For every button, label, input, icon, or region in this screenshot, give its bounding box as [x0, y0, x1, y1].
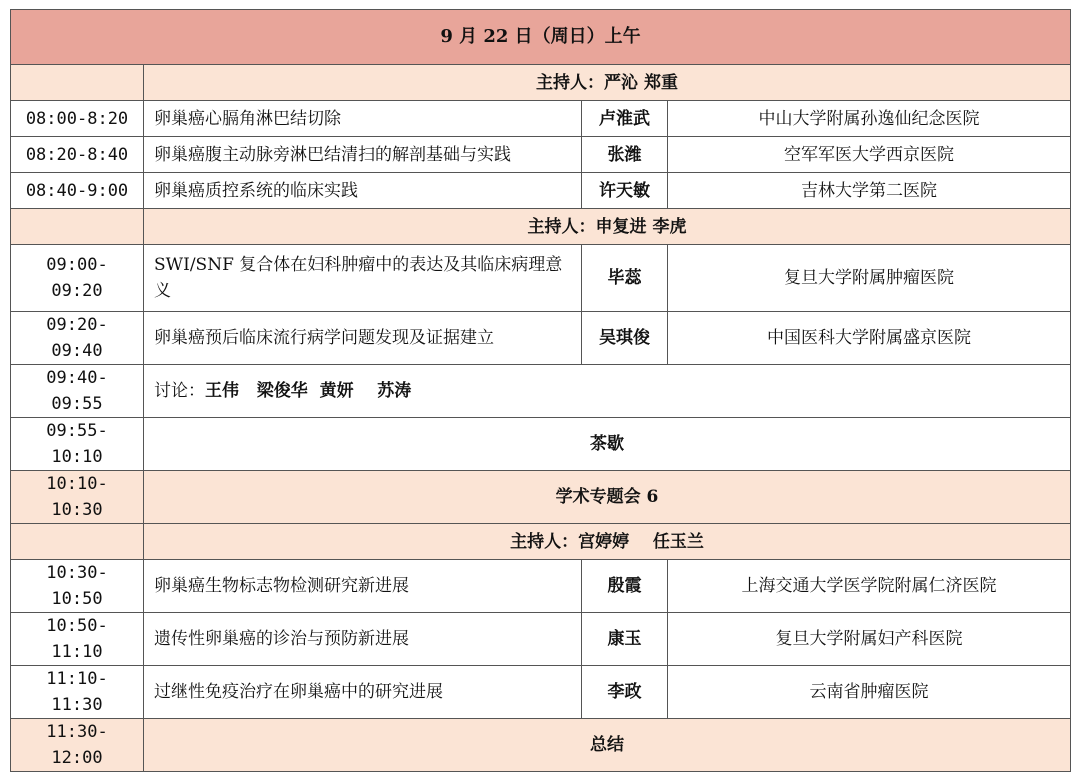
time-cell: 08:20-8:40 [11, 137, 144, 173]
break-row [11, 418, 1071, 471]
summary-row [11, 719, 1071, 772]
speaker-cell: 毕蕊 [582, 245, 668, 312]
topic-cell: 卵巢癌质控系统的临床实践 [144, 173, 582, 209]
institution-cell: 空军军医大学西京医院 [668, 137, 1071, 173]
table-row [11, 173, 1071, 209]
table-row [11, 560, 1071, 613]
institution-cell: 中国医科大学附属盛京医院 [668, 312, 1071, 365]
time-cell: 09:00-09:20 [11, 245, 144, 312]
institution-cell: 复旦大学附属肿瘤医院 [668, 245, 1071, 312]
schedule-table [10, 9, 1071, 772]
institution-cell: 云南省肿瘤医院 [668, 666, 1071, 719]
discussion-cell [144, 365, 1071, 418]
institution-cell: 复旦大学附属妇产科医院 [668, 613, 1071, 666]
time-cell: 11:10-11:30 [11, 666, 144, 719]
speaker-cell: 吴琪俊 [582, 312, 668, 365]
empty-cell [11, 65, 144, 101]
chair-row [11, 209, 1071, 245]
institution-cell: 中山大学附属孙逸仙纪念医院 [668, 101, 1071, 137]
title-row [11, 10, 1071, 65]
table-row [11, 666, 1071, 719]
summary-label: 总结 [144, 719, 1071, 772]
chair-label: 主持人：宫婷婷 任玉兰 [144, 524, 1071, 560]
time-cell: 08:00-8:20 [11, 101, 144, 137]
tea-break-label: 茶歇 [144, 418, 1071, 471]
time-cell: 10:10-10:30 [11, 471, 144, 524]
topic-cell: 遗传性卵巢癌的诊治与预防新进展 [144, 613, 582, 666]
speaker-cell: 康玉 [582, 613, 668, 666]
symposium-label: 学术专题会 6 [144, 471, 1071, 524]
table-row [11, 137, 1071, 173]
chair-row [11, 65, 1071, 101]
time-cell: 10:30-10:50 [11, 560, 144, 613]
topic-cell: 过继性免疫治疗在卵巢癌中的研究进展 [144, 666, 582, 719]
symposium-row [11, 471, 1071, 524]
speaker-cell: 李政 [582, 666, 668, 719]
table-row [11, 613, 1071, 666]
chair-label: 主持人：申复进 李虎 [144, 209, 1071, 245]
topic-cell: 卵巢癌腹主动脉旁淋巴结清扫的解剖基础与实践 [144, 137, 582, 173]
time-cell: 08:40-9:00 [11, 173, 144, 209]
chair-label: 主持人：严沁 郑重 [144, 65, 1071, 101]
institution-cell: 吉林大学第二医院 [668, 173, 1071, 209]
topic-cell: SWI/SNF 复合体在妇科肿瘤中的表达及其临床病理意义 [144, 245, 582, 312]
discussion-names: 王伟 梁俊华 黄妍 苏涛 [205, 381, 412, 401]
topic-cell: 卵巢癌心膈角淋巴结切除 [144, 101, 582, 137]
empty-cell [11, 209, 144, 245]
chair-row [11, 524, 1071, 560]
topic-cell: 卵巢癌预后临床流行病学问题发现及证据建立 [144, 312, 582, 365]
speaker-cell: 张潍 [582, 137, 668, 173]
time-cell: 10:50-11:10 [11, 613, 144, 666]
table-row [11, 245, 1071, 312]
discussion-row [11, 365, 1071, 418]
speaker-cell: 卢淮武 [582, 101, 668, 137]
empty-cell [11, 524, 144, 560]
table-row [11, 312, 1071, 365]
time-cell: 09:40-09:55 [11, 365, 144, 418]
time-cell: 11:30-12:00 [11, 719, 144, 772]
speaker-cell: 殷霞 [582, 560, 668, 613]
time-cell: 09:20-09:40 [11, 312, 144, 365]
day-title: 9 月 22 日（周日）上午 [11, 10, 1071, 65]
topic-cell: 卵巢癌生物标志物检测研究新进展 [144, 560, 582, 613]
discussion-prefix: 讨论： [154, 381, 205, 401]
institution-cell: 上海交通大学医学院附属仁济医院 [668, 560, 1071, 613]
time-cell: 09:55-10:10 [11, 418, 144, 471]
speaker-cell: 许天敏 [582, 173, 668, 209]
table-row [11, 101, 1071, 137]
